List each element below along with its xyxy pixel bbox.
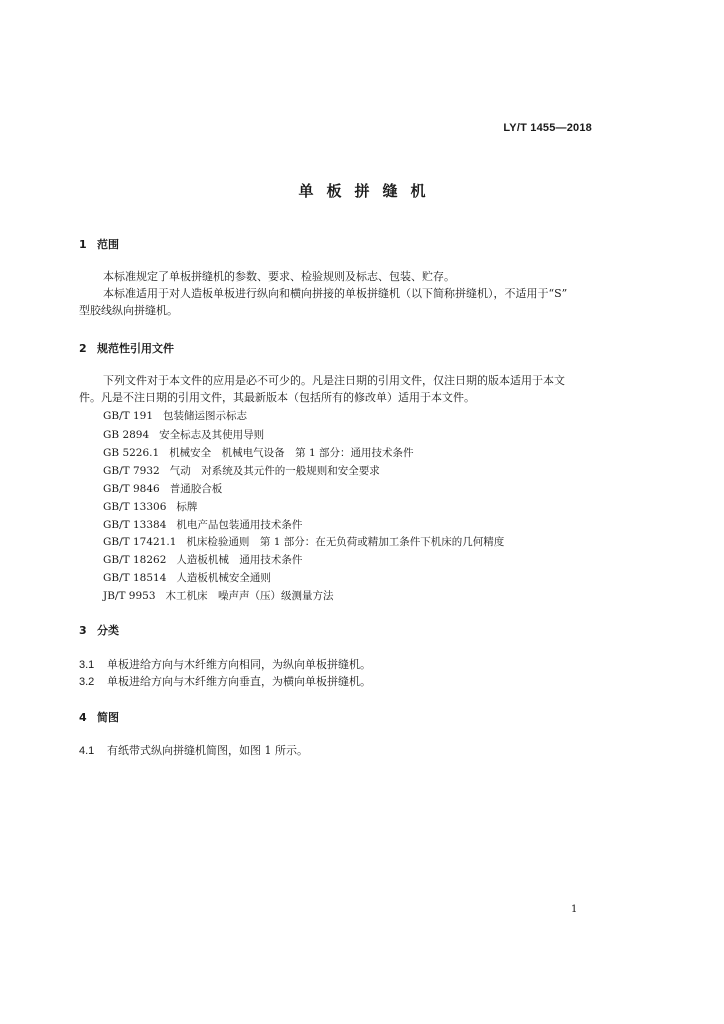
reference-name: 人造板机械安全通则 [176, 572, 271, 584]
clause-number: 3.2 [79, 676, 95, 688]
references-intro-line-1: 下列文件对于本文件的应用是必不可少的。凡是注日期的引用文件，仅注日期的版本适用于本文 [103, 374, 565, 387]
clause-3-2 [79, 673, 371, 689]
reference-name: 气动 对系统及其元件的一般规则和安全要求 [169, 465, 380, 477]
scope-paragraph-2-line-2: 型胶线纵向拼缝机。 [79, 304, 178, 317]
reference-item [103, 534, 504, 549]
reference-code: GB/T 17421.1 [103, 536, 177, 548]
reference-name: 机械安全 机械电气设备 第 1 部分：通用技术条件 [169, 447, 414, 459]
section-2-heading [79, 340, 174, 356]
standard-code: LY/T 1455—2018 [503, 122, 592, 134]
section-3-heading [79, 622, 119, 638]
section-number: 2 [79, 342, 87, 355]
reference-code: GB/T 18262 [103, 554, 167, 566]
reference-item [103, 445, 414, 460]
section-number: 1 [79, 238, 87, 251]
page-number: 1 [571, 904, 578, 915]
reference-item [103, 463, 380, 478]
reference-name: 机床检验通则 第 1 部分：在无负荷或精加工条件下机床的几何精度 [186, 536, 505, 548]
scope-paragraph-1: 本标准规定了单板拼缝机的参数、要求、检验规则及标志、包装、贮存。 [103, 270, 455, 283]
clause-text: 有纸带式纵向拼缝机简图，如图 1 所示。 [107, 744, 308, 757]
reference-code: GB 5226.1 [103, 447, 160, 459]
section-title: 范围 [97, 238, 119, 251]
reference-item [103, 552, 302, 567]
clause-number: 3.1 [79, 659, 95, 671]
reference-code: GB/T 18514 [103, 572, 167, 584]
clause-number: 4.1 [79, 745, 95, 757]
reference-item [103, 427, 264, 442]
scope-paragraph-2-line-1: 本标准适用于对人造板单板进行纵向和横向拼接的单板拼缝机（以下简称拼缝机），不适用于“S” [103, 287, 568, 300]
reference-item [103, 408, 247, 423]
clause-3-1 [79, 656, 371, 672]
reference-item [103, 588, 334, 603]
section-number: 4 [79, 711, 87, 724]
reference-item [103, 481, 222, 496]
reference-code: GB/T 13306 [103, 501, 167, 513]
section-title: 分类 [97, 624, 119, 637]
reference-code: JB/T 9953 [103, 590, 156, 602]
reference-name: 安全标志及其使用导则 [159, 429, 265, 441]
reference-code: GB/T 191 [103, 410, 154, 422]
reference-name: 普通胶合板 [169, 483, 223, 495]
reference-code: GB 2894 [103, 429, 150, 441]
section-title: 规范性引用文件 [97, 342, 174, 355]
reference-name: 木工机床 噪声声（压）级测量方法 [165, 590, 334, 602]
reference-name: 机电产品包装通用技术条件 [176, 519, 303, 531]
clause-text: 单板进给方向与木纤维方向垂直，为横向单板拼缝机。 [107, 675, 371, 688]
section-4-heading [79, 709, 119, 725]
clause-4-1 [79, 742, 308, 758]
reference-name: 标牌 [176, 501, 198, 513]
reference-item [103, 517, 302, 532]
section-title: 简图 [97, 711, 119, 724]
reference-item [103, 499, 197, 514]
reference-name: 包装储运图示标志 [163, 410, 248, 422]
reference-name: 人造板机械 通用技术条件 [176, 554, 303, 566]
section-1-heading [79, 236, 119, 252]
clause-text: 单板进给方向与木纤维方向相同，为纵向单板拼缝机。 [107, 658, 371, 671]
section-number: 3 [79, 624, 87, 637]
references-intro-line-2: 件。凡是不注日期的引用文件，其最新版本（包括所有的修改单）适用于本文件。 [79, 391, 475, 404]
document-title: 单板拼缝机 [298, 182, 439, 200]
reference-code: GB/T 9846 [103, 483, 160, 495]
reference-item [103, 570, 271, 585]
reference-code: GB/T 13384 [103, 519, 167, 531]
reference-code: GB/T 7932 [103, 465, 160, 477]
